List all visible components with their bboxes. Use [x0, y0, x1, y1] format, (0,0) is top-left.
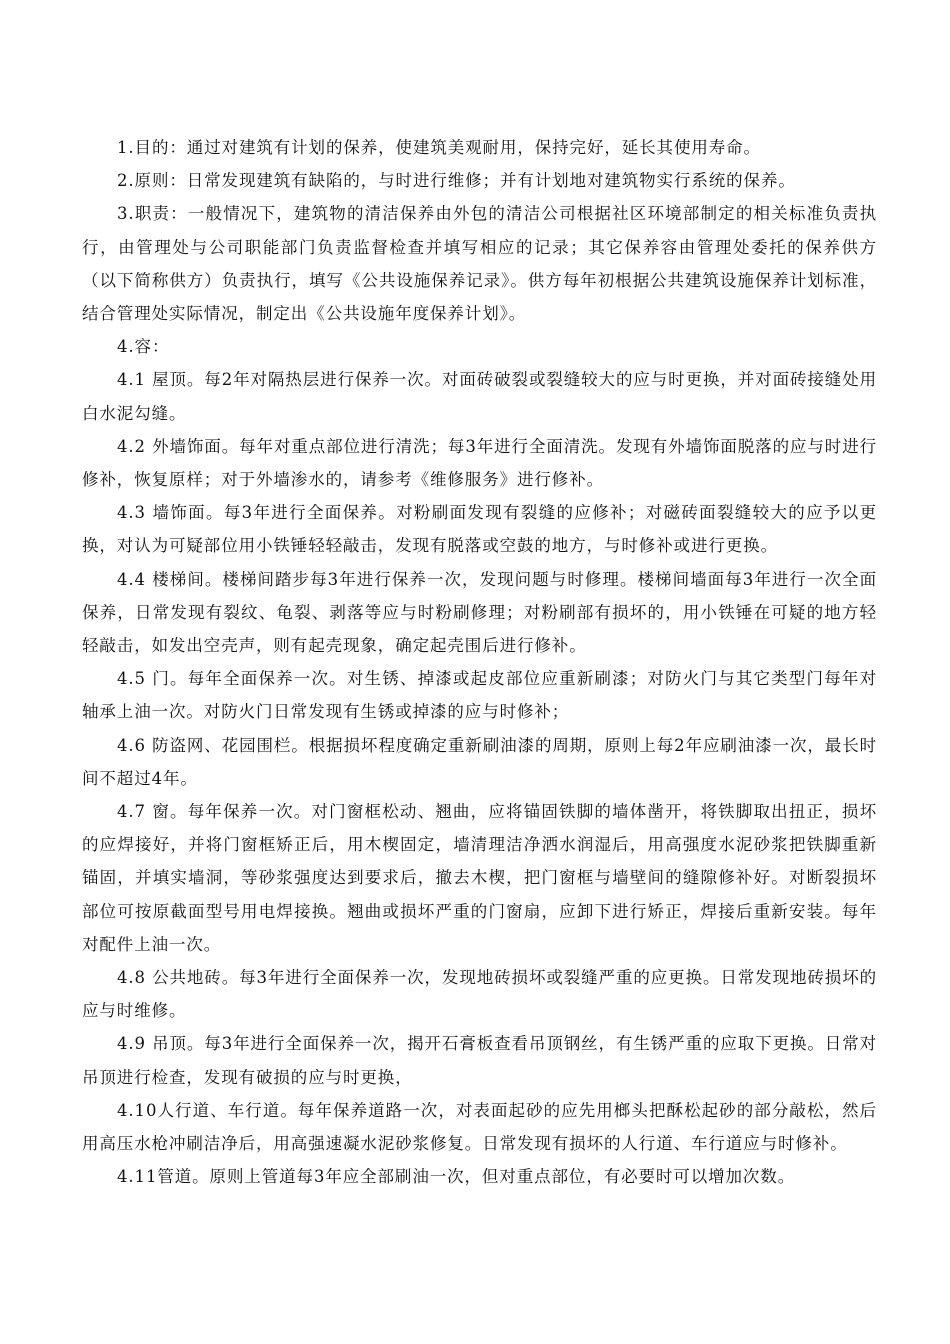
paragraph-roads: 4.10人行道、车行道。每年保养道路一次，对表面起砂的应先用榔头把酥松起砂的部分敲松，然后用高压水枪冲刷洁净后，用高强速凝水泥砂浆修复。日常发现有损坏的人行道、车行道应与时修补。 — [82, 1100, 877, 1154]
paragraph-doors: 4.5 门。每年全面保养一次。对生锈、掉漆或起皮部位应重新刷漆；对防火门与其它类型门每年对轴承上油一次。对防火门日常发现有生锈或掉漆的应与时修补； — [82, 669, 877, 722]
paragraph-responsibility: 3.职责：一般情况下，建筑物的清洁保养由外包的清洁公司根据社区环境部制定的相关标准负责执行，由管理处与公司职能部门负责监督检查并填写相应的记录；其它保养容由管理处委托的保养供方（以下简称供方）负责执行，填写《公共设施保养记录》。供方每年初根据公共建筑设施保养计划标准，结合管理处实际情况，制定出《公共设施年度保养计划》。 — [82, 204, 877, 324]
paragraph-principle: 2.原则：日常发现建筑有缺陷的，与时进行维修；并有计划地对建筑物实行系统的保养。 — [117, 171, 796, 191]
paragraph-pipes: 4.11管道。原则上管道每3年应全部刷油一次，但对重点部位，有必要时可以增加次数。 — [117, 1167, 796, 1187]
paragraph-wall-finish: 4.3 墙饰面。每3年进行全面保养。对粉刷面发现有裂缝的应修补；对磁砖面裂缝较大的应予以更换，对认为可疑部位用小铁锤轻轻敲击，发现有脱落或空鼓的地方，与时修补或进行更换。 — [82, 503, 877, 556]
paragraph-stairwell: 4.4 楼梯间。楼梯间踏步每3年进行保养一次，发现问题与时修理。楼梯间墙面每3年进行一次全面保养，日常发现有裂纹、龟裂、剥落等应与时粉刷修理；对粉刷部有损坏的，用小铁锤在可疑的地方轻轻敲击，如发出空壳声，则有起壳现象，确定起壳围后进行修补。 — [82, 569, 877, 656]
document-body — [82, 131, 877, 1194]
paragraph-content-heading: 4.容： — [117, 337, 170, 357]
paragraph-purpose: 1.目的：通过对建筑有计划的保养，使建筑美观耐用，保持完好，延长其使用寿命。 — [117, 138, 761, 157]
paragraph-roof: 4.1 屋顶。每2年对隔热层进行保养一次。对面砖破裂或裂缝较大的应与时更换，并对面砖接缝处用白水泥勾缝。 — [82, 370, 877, 423]
paragraph-windows: 4.7 窗。每年保养一次。对门窗框松动、翘曲，应将锚固铁脚的墙体凿开，将铁脚取出扭正，损坏的应焊接好，并将门窗框矫正后，用木楔固定，墙清理洁净洒水润湿后，用高强度水泥砂浆把铁脚重新锚固，并填实墙洞，等砂浆强度达到要求后，撤去木楔，把门窗框与墙壁间的缝隙修补好。对断裂损坏部位可按原截面型号用电焊接换。翘曲或损坏严重的门窗扇，应卸下进行矫正，焊接后重新安装。每年对配件上油一次。 — [82, 802, 877, 954]
paragraph-security-net: 4.6 防盗网、花园围栏。根据损坏程度确定重新刷油漆的周期，原则上每2年应刷油漆一次，最长时间不超过4年。 — [82, 735, 877, 788]
paragraph-exterior-wall: 4.2 外墙饰面。每年对重点部位进行清洗；每3年进行全面清洗。发现有外墙饰面脱落的应与时进行修补，恢复原样；对于外墙渗水的，请参考《维修服务》进行修补。 — [82, 436, 877, 490]
paragraph-floor-tiles: 4.8 公共地砖。每3年进行全面保养一次，发现地砖损坏或裂缝严重的应更换。日常发现地砖损坏的应与时维修。 — [82, 968, 877, 1021]
paragraph-ceiling: 4.9 吊顶。每3年进行全面保养一次，揭开石膏板查看吊顶钢丝，有生锈严重的应取下更换。日常对吊顶进行检查，发现有破损的应与时更换， — [82, 1034, 877, 1087]
